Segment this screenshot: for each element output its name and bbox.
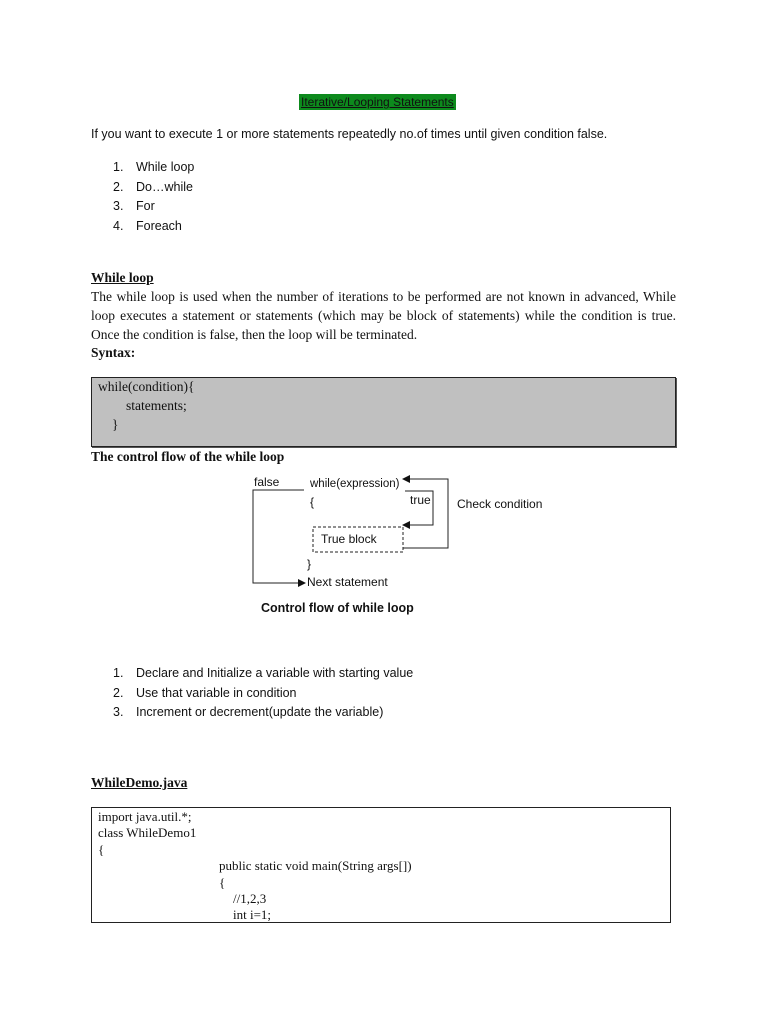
next-statement-label: Next statement bbox=[307, 575, 388, 589]
false-path-line bbox=[253, 490, 304, 583]
next-statement-arrow bbox=[298, 579, 306, 587]
list-item: 3. For bbox=[113, 199, 155, 214]
demo-filename-heading: WhileDemo.java bbox=[91, 775, 188, 790]
syntax-line: while(condition){ bbox=[98, 379, 195, 394]
while-loop-heading: While loop bbox=[91, 270, 154, 285]
steps-list bbox=[113, 664, 513, 723]
code-line: int i=1; bbox=[233, 907, 272, 922]
code-line: { bbox=[98, 842, 105, 857]
code-line: class WhileDemo1 bbox=[98, 825, 197, 840]
list-item: 1. While loop bbox=[113, 160, 195, 174]
list-item: 2. Do…while bbox=[113, 179, 193, 194]
list-item: 2. Use that variable in condition bbox=[113, 685, 297, 700]
code-line: { bbox=[219, 875, 226, 890]
syntax-line: } bbox=[112, 417, 119, 432]
code-line: public static void main(String args[]) bbox=[219, 858, 412, 873]
syntax-line: statements; bbox=[126, 398, 187, 413]
list-item: 4. Foreach bbox=[113, 218, 182, 233]
check-condition-arrow bbox=[402, 475, 410, 483]
true-block-label: True block bbox=[321, 532, 377, 546]
check-condition-path bbox=[403, 479, 448, 548]
open-brace: { bbox=[310, 495, 315, 509]
control-flow-heading: The control flow of the while loop bbox=[91, 449, 285, 464]
diagram-caption: Control flow of while loop bbox=[261, 601, 414, 615]
true-label: true bbox=[410, 493, 431, 507]
list-item: 3. Increment or decrement(update the variable) bbox=[113, 705, 384, 720]
code-box bbox=[91, 807, 671, 923]
while-loop-paragraph: The while loop is used when the number of iterations to be performed are not known in advanced, While loop executes a statement or statements (which may be block of statements) while the condition is true. Once the condition is false, then the loop will be terminated. bbox=[91, 289, 676, 342]
while-expression-label: while(expression) bbox=[310, 478, 400, 490]
check-condition-label: Check condition bbox=[457, 497, 543, 511]
syntax-label: Syntax: bbox=[91, 345, 136, 360]
page-title: Iterative/Looping Statements bbox=[301, 95, 454, 109]
list-item: 1. Declare and Initialize a variable with starting value bbox=[113, 666, 414, 680]
intro-text: If you want to execute 1 or more statements repeatedly no.of times until given condition false. bbox=[91, 127, 608, 141]
code-line: //1,2,3 bbox=[233, 891, 267, 906]
false-label: false bbox=[254, 475, 280, 489]
code-line: import java.util.*; bbox=[98, 809, 192, 824]
close-brace: } bbox=[307, 557, 312, 571]
